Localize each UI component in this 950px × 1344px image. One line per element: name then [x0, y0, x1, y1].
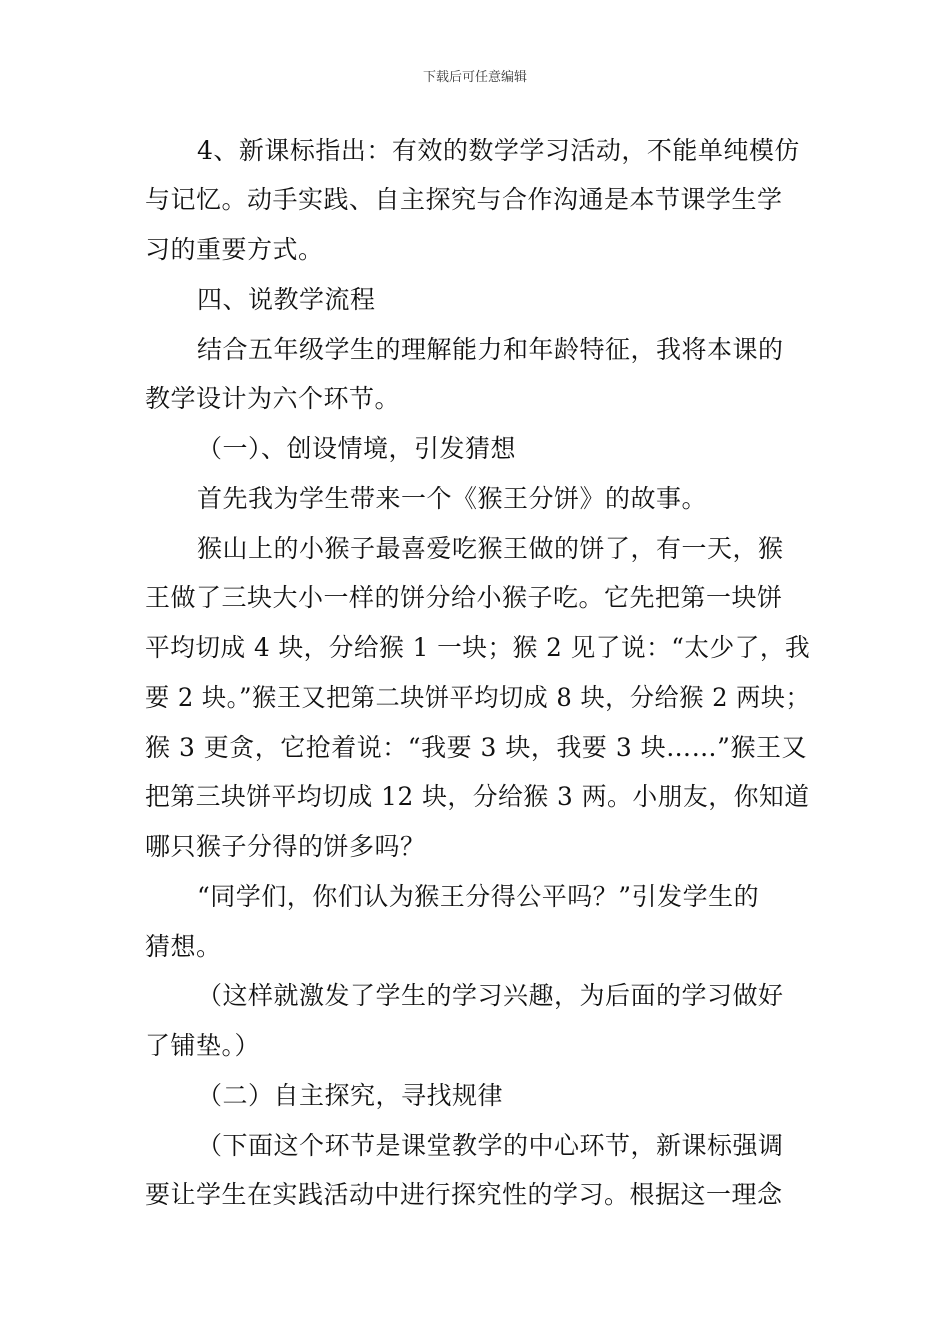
paragraph-line: 与记忆。动手实践、自主探究与合作沟通是本节课学生学 — [145, 185, 783, 214]
section-heading: （一）、创设情境，引发猜想 — [197, 434, 517, 463]
paragraph-line: 要 2 块。”猴王又把第二块饼平均切成 8 块，分给猴 2 两块； — [145, 683, 811, 712]
paragraph-line: 猜想。 — [145, 932, 222, 961]
section-heading: （二）自主探究，寻找规律 — [197, 1081, 504, 1110]
section-heading: 四、说教学流程 — [197, 285, 376, 314]
paragraph-line: （这样就激发了学生的学习兴趣，为后面的学习做好 — [197, 981, 784, 1010]
paragraph-line: 要让学生在实践活动中进行探究性的学习。根据这一理念 — [145, 1180, 783, 1209]
paragraph-line: 猴 3 更贪，它抢着说：“我要 3 块，我要 3 块……”猴王又 — [145, 733, 807, 762]
paragraph-line: 平均切成 4 块，分给猴 1 一块；猴 2 见了说：“太少了，我 — [145, 633, 811, 662]
paragraph-line: 了铺垫。） — [145, 1031, 261, 1060]
paragraph-line: 教学设计为六个环节。 — [145, 384, 401, 413]
page-header: 下载后可任意编辑 — [422, 70, 527, 85]
paragraph-line: 猴山上的小猴子最喜爱吃猴王做的饼了，有一天，猴 — [197, 534, 784, 563]
paragraph-line: 首先我为学生带来一个《猴王分饼》的故事。 — [197, 484, 708, 513]
paragraph-line: “同学们，你们认为猴王分得公平吗？”引发学生的 — [197, 882, 760, 911]
paragraph-line: 习的重要方式。 — [145, 235, 324, 264]
paragraph-line: 王做了三块大小一样的饼分给小猴子吃。它先把第一块饼 — [145, 583, 783, 612]
paragraph-line: 把第三块饼平均切成 12 块，分给猴 3 两。小朋友，你知道 — [145, 782, 810, 811]
paragraph-line: 结合五年级学生的理解能力和年龄特征，我将本课的 — [197, 335, 784, 364]
paragraph-line: 4、新课标指出：有效的数学学习活动，不能单纯模仿 — [197, 136, 800, 165]
paragraph-line: （下面这个环节是课堂教学的中心环节，新课标强调 — [197, 1131, 784, 1160]
paragraph-line: 哪只猴子分得的饼多吗？ — [145, 832, 426, 861]
